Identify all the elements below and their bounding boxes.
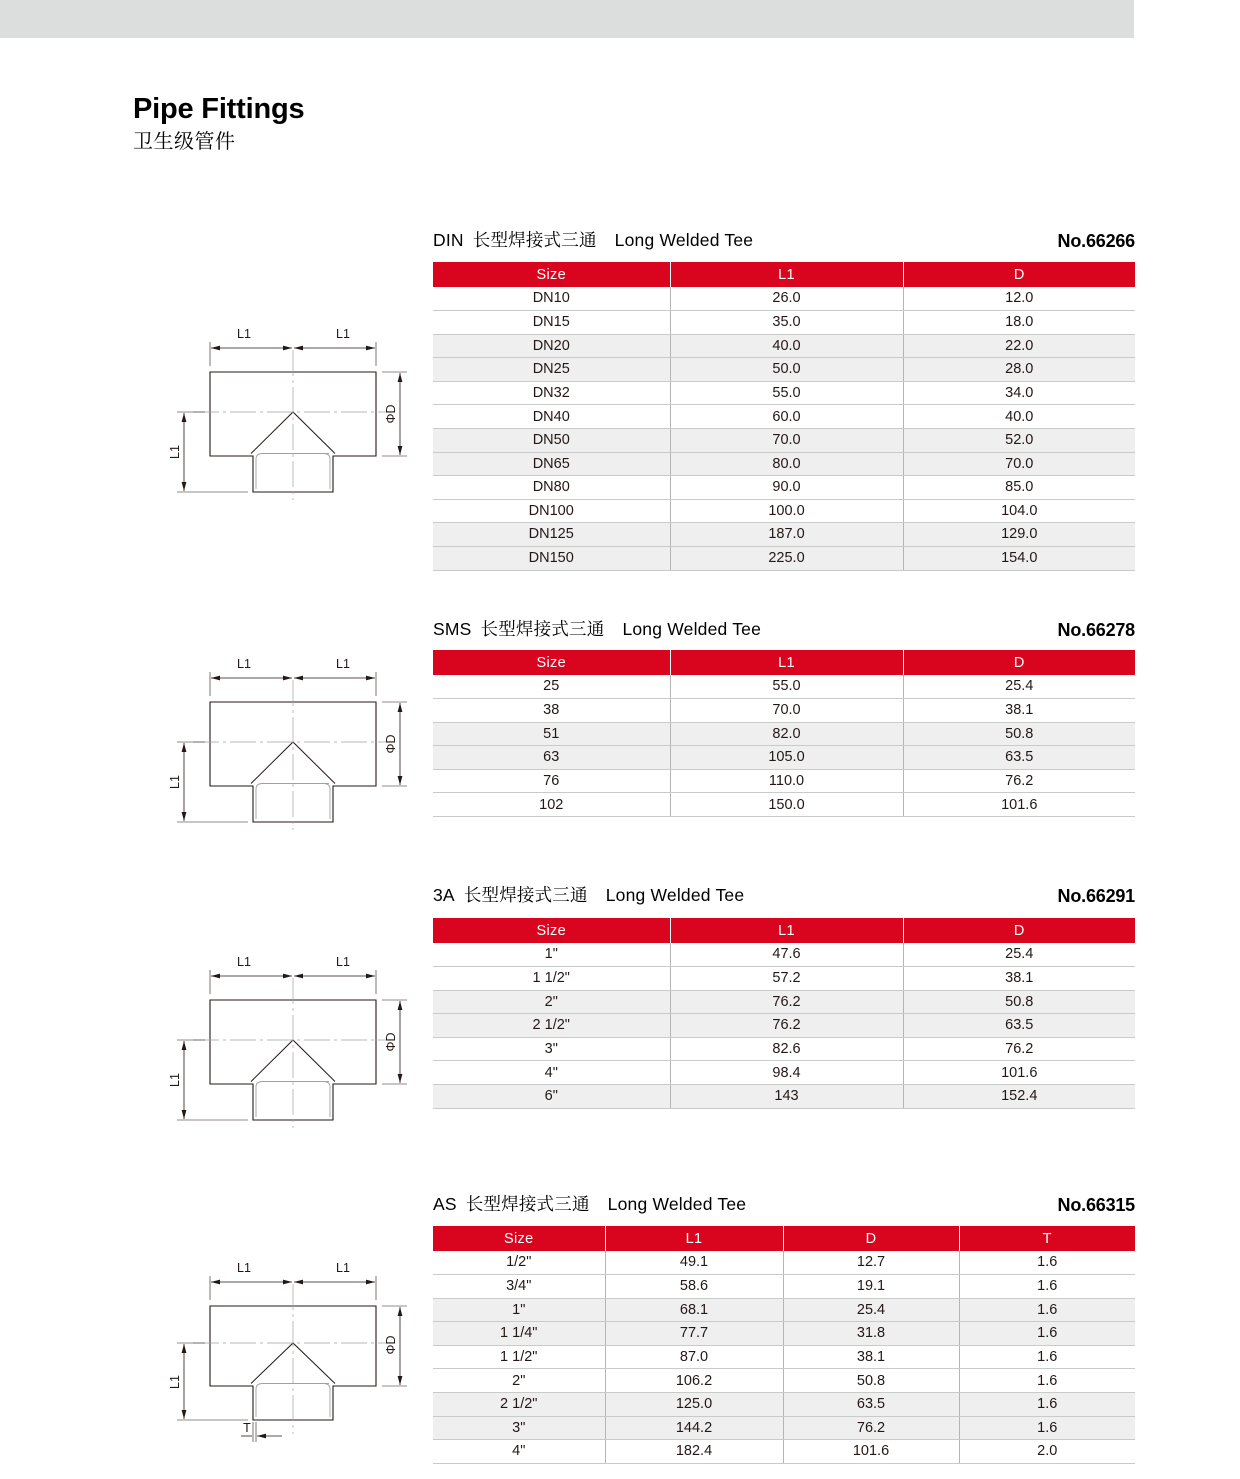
table-cell: 90.0 bbox=[670, 476, 903, 500]
table-cell: 22.0 bbox=[903, 334, 1135, 358]
table-cell: 1.6 bbox=[959, 1322, 1135, 1346]
table-cell: 76.2 bbox=[670, 1014, 903, 1038]
section-title-3a bbox=[433, 882, 744, 907]
table-cell: 76.2 bbox=[670, 990, 903, 1014]
table-cell: 101.6 bbox=[903, 1061, 1135, 1085]
tee-drawing-sms bbox=[155, 650, 417, 830]
table-cell: 51 bbox=[433, 722, 670, 746]
table-cell: 2" bbox=[433, 990, 670, 1014]
table-cell: 28.0 bbox=[903, 358, 1135, 382]
table-row bbox=[433, 675, 1135, 699]
section-title-cn-din: 长型焊接式三通 bbox=[472, 230, 597, 250]
table-cell: 3" bbox=[433, 1416, 605, 1440]
table-row bbox=[433, 287, 1135, 311]
table-cell: 57.2 bbox=[670, 967, 903, 991]
table-cell: 25.4 bbox=[903, 943, 1135, 967]
table-cell: 12.7 bbox=[783, 1251, 959, 1275]
table-cell: DN125 bbox=[433, 523, 670, 547]
table-cell: 2 1/2" bbox=[433, 1014, 670, 1038]
table-cell: 4" bbox=[433, 1440, 605, 1464]
table-cell: DN25 bbox=[433, 358, 670, 382]
table-cell: 38 bbox=[433, 699, 670, 723]
table-cell: 26.0 bbox=[670, 287, 903, 311]
table-cell: 63.5 bbox=[903, 1014, 1135, 1038]
table-cell: 144.2 bbox=[605, 1416, 783, 1440]
table-cell: DN15 bbox=[433, 311, 670, 335]
table-cell: 52.0 bbox=[903, 429, 1135, 453]
table-row bbox=[433, 1014, 1135, 1038]
page-title-en: Pipe Fittings bbox=[133, 93, 305, 125]
section-header-sms bbox=[433, 615, 1135, 641]
table-cell: 129.0 bbox=[903, 523, 1135, 547]
table-cell: 19.1 bbox=[783, 1275, 959, 1299]
table-cell: 2 1/2" bbox=[433, 1393, 605, 1417]
section-standard-din: DIN bbox=[433, 230, 464, 250]
table-body-3a bbox=[433, 943, 1135, 1108]
table-cell: 225.0 bbox=[670, 547, 903, 571]
table-cell: 105.0 bbox=[670, 746, 903, 770]
table-cell: 98.4 bbox=[670, 1061, 903, 1085]
table-cell: 187.0 bbox=[670, 523, 903, 547]
table-cell: 50.8 bbox=[903, 990, 1135, 1014]
table-cell: 101.6 bbox=[783, 1440, 959, 1464]
dim-label-l1-right: L1 bbox=[336, 955, 350, 969]
table-cell: 70.0 bbox=[670, 699, 903, 723]
table-row bbox=[433, 967, 1135, 991]
table-cell: 1.6 bbox=[959, 1251, 1135, 1275]
table-cell: DN20 bbox=[433, 334, 670, 358]
table-cell: 55.0 bbox=[670, 675, 903, 699]
dim-label-l1-left: L1 bbox=[237, 1261, 251, 1275]
table-cell: 55.0 bbox=[670, 381, 903, 405]
table-cell: 38.1 bbox=[783, 1345, 959, 1369]
table-row bbox=[433, 429, 1135, 453]
page-top-band bbox=[0, 0, 1134, 38]
dim-label-l1-right: L1 bbox=[336, 1261, 350, 1275]
section-title-en-sms: Long Welded Tee bbox=[622, 619, 762, 639]
table-row bbox=[433, 499, 1135, 523]
table-cell: 38.1 bbox=[903, 967, 1135, 991]
table-cell: 1" bbox=[433, 1298, 605, 1322]
column-header-l1: L1 bbox=[670, 918, 903, 943]
table-cell: 70.0 bbox=[903, 452, 1135, 476]
table-cell: 1 1/2" bbox=[433, 1345, 605, 1369]
section-header-as bbox=[433, 1190, 1135, 1216]
table-body-din bbox=[433, 287, 1135, 570]
tee-diagram-svg bbox=[155, 1258, 417, 1453]
table-cell: 4" bbox=[433, 1061, 670, 1085]
table-cell: DN32 bbox=[433, 381, 670, 405]
table-cell: 1.6 bbox=[959, 1369, 1135, 1393]
table-header-row bbox=[433, 650, 1135, 675]
dim-label-l1-vertical: L1 bbox=[168, 1375, 182, 1389]
table-row bbox=[433, 1345, 1135, 1369]
section-title-cn-3a: 长型焊接式三通 bbox=[463, 885, 588, 905]
section-standard-3a: 3A bbox=[433, 885, 455, 905]
table-cell: 1/2" bbox=[433, 1251, 605, 1275]
column-header-t: T bbox=[959, 1226, 1135, 1251]
table-cell: 50.8 bbox=[783, 1369, 959, 1393]
section-title-as bbox=[433, 1191, 746, 1216]
table-row bbox=[433, 1369, 1135, 1393]
table-cell: 150.0 bbox=[670, 793, 903, 817]
table-cell: 12.0 bbox=[903, 287, 1135, 311]
dim-label-phi-d: ΦD bbox=[384, 404, 398, 424]
table-row bbox=[433, 1416, 1135, 1440]
table-cell: 1 1/4" bbox=[433, 1322, 605, 1346]
table-row bbox=[433, 1322, 1135, 1346]
table-cell: 1 1/2" bbox=[433, 967, 670, 991]
table-cell: 63.5 bbox=[783, 1393, 959, 1417]
table-row bbox=[433, 358, 1135, 382]
dim-label-t: T bbox=[243, 1421, 251, 1435]
table-row bbox=[433, 311, 1135, 335]
column-header-size: Size bbox=[433, 1226, 605, 1251]
table-cell: 104.0 bbox=[903, 499, 1135, 523]
table-row bbox=[433, 943, 1135, 967]
dim-label-l1-right: L1 bbox=[336, 657, 350, 671]
column-header-l1: L1 bbox=[670, 650, 903, 675]
table-cell: 35.0 bbox=[670, 311, 903, 335]
table-cell: 63.5 bbox=[903, 746, 1135, 770]
table-cell: 47.6 bbox=[670, 943, 903, 967]
column-header-size: Size bbox=[433, 650, 670, 675]
table-cell: 60.0 bbox=[670, 405, 903, 429]
table-row bbox=[433, 1037, 1135, 1061]
table-row bbox=[433, 1275, 1135, 1299]
table-cell: 77.7 bbox=[605, 1322, 783, 1346]
table-cell: 2.0 bbox=[959, 1440, 1135, 1464]
table-cell: 25.4 bbox=[783, 1298, 959, 1322]
table-header-row bbox=[433, 1226, 1135, 1251]
dim-label-l1-right: L1 bbox=[336, 327, 350, 341]
tee-drawing-3a bbox=[155, 948, 417, 1128]
table-cell: 34.0 bbox=[903, 381, 1135, 405]
tee-diagram-svg bbox=[155, 650, 417, 830]
table-cell: 1.6 bbox=[959, 1416, 1135, 1440]
table-body-as bbox=[433, 1251, 1135, 1463]
spec-table-din bbox=[433, 262, 1135, 571]
spec-table-3a bbox=[433, 918, 1135, 1109]
table-cell: 76.2 bbox=[783, 1416, 959, 1440]
table-cell: 31.8 bbox=[783, 1322, 959, 1346]
table-cell: 76.2 bbox=[903, 769, 1135, 793]
table-cell: 70.0 bbox=[670, 429, 903, 453]
column-header-l1: L1 bbox=[670, 262, 903, 287]
dim-label-phi-d: ΦD bbox=[384, 734, 398, 754]
column-header-d: D bbox=[903, 650, 1135, 675]
spec-table-sms bbox=[433, 650, 1135, 817]
section-title-en-din: Long Welded Tee bbox=[614, 230, 754, 250]
table-cell: 85.0 bbox=[903, 476, 1135, 500]
section-title-cn-sms: 长型焊接式三通 bbox=[480, 619, 605, 639]
table-cell: 18.0 bbox=[903, 311, 1135, 335]
spec-table-as bbox=[433, 1226, 1135, 1464]
table-cell: 80.0 bbox=[670, 452, 903, 476]
table-cell: 87.0 bbox=[605, 1345, 783, 1369]
section-title-en-as: Long Welded Tee bbox=[607, 1194, 747, 1214]
table-row bbox=[433, 769, 1135, 793]
table-row bbox=[433, 547, 1135, 571]
section-header-din bbox=[433, 226, 1135, 252]
dim-label-phi-d: ΦD bbox=[384, 1032, 398, 1052]
tee-drawing-as bbox=[155, 1258, 417, 1453]
column-header-d: D bbox=[783, 1226, 959, 1251]
table-cell: 76 bbox=[433, 769, 670, 793]
table-cell: DN100 bbox=[433, 499, 670, 523]
table-cell: 106.2 bbox=[605, 1369, 783, 1393]
table-row bbox=[433, 1393, 1135, 1417]
table-cell: 154.0 bbox=[903, 547, 1135, 571]
column-header-d: D bbox=[903, 918, 1135, 943]
table-row bbox=[433, 405, 1135, 429]
dim-label-l1-left: L1 bbox=[237, 327, 251, 341]
table-cell: 25.4 bbox=[903, 675, 1135, 699]
dim-label-phi-d: ΦD bbox=[384, 1335, 398, 1355]
dim-label-l1-left: L1 bbox=[237, 657, 251, 671]
dim-label-l1-vertical: L1 bbox=[168, 445, 182, 459]
table-cell: 143 bbox=[670, 1085, 903, 1109]
table-cell: 49.1 bbox=[605, 1251, 783, 1275]
tee-diagram-svg bbox=[155, 948, 417, 1128]
table-row bbox=[433, 990, 1135, 1014]
table-row bbox=[433, 476, 1135, 500]
table-row bbox=[433, 1298, 1135, 1322]
table-cell: 125.0 bbox=[605, 1393, 783, 1417]
table-cell: 100.0 bbox=[670, 499, 903, 523]
table-cell: 25 bbox=[433, 675, 670, 699]
section-number-as: No.66315 bbox=[1057, 1195, 1135, 1215]
table-cell: DN150 bbox=[433, 547, 670, 571]
column-header-size: Size bbox=[433, 262, 670, 287]
table-row bbox=[433, 699, 1135, 723]
table-cell: 82.0 bbox=[670, 722, 903, 746]
section-standard-as: AS bbox=[433, 1194, 457, 1214]
table-row bbox=[433, 523, 1135, 547]
table-row bbox=[433, 452, 1135, 476]
table-cell: 1.6 bbox=[959, 1393, 1135, 1417]
table-body-sms bbox=[433, 675, 1135, 817]
table-cell: 76.2 bbox=[903, 1037, 1135, 1061]
table-header-row bbox=[433, 262, 1135, 287]
table-cell: 68.1 bbox=[605, 1298, 783, 1322]
table-cell: 1" bbox=[433, 943, 670, 967]
table-row bbox=[433, 1061, 1135, 1085]
table-cell: 2" bbox=[433, 1369, 605, 1393]
column-header-size: Size bbox=[433, 918, 670, 943]
table-cell: 101.6 bbox=[903, 793, 1135, 817]
table-cell: 182.4 bbox=[605, 1440, 783, 1464]
table-cell: DN10 bbox=[433, 287, 670, 311]
table-row bbox=[433, 1085, 1135, 1109]
table-row bbox=[433, 746, 1135, 770]
tee-drawing-din bbox=[155, 320, 417, 500]
column-header-d: D bbox=[903, 262, 1135, 287]
table-cell: 1.6 bbox=[959, 1298, 1135, 1322]
section-title-din bbox=[433, 227, 753, 252]
section-number-3a: No.66291 bbox=[1057, 886, 1135, 906]
table-cell: DN40 bbox=[433, 405, 670, 429]
table-cell: 50.0 bbox=[670, 358, 903, 382]
table-row bbox=[433, 793, 1135, 817]
table-cell: 40.0 bbox=[903, 405, 1135, 429]
section-number-sms: No.66278 bbox=[1057, 620, 1135, 640]
table-cell: 63 bbox=[433, 746, 670, 770]
section-standard-sms: SMS bbox=[433, 619, 472, 639]
page-title-cn: 卫生级管件 bbox=[133, 131, 236, 154]
section-title-en-3a: Long Welded Tee bbox=[605, 885, 745, 905]
table-cell: 6" bbox=[433, 1085, 670, 1109]
table-cell: 1.6 bbox=[959, 1345, 1135, 1369]
table-row bbox=[433, 722, 1135, 746]
table-cell: 50.8 bbox=[903, 722, 1135, 746]
table-header-row bbox=[433, 918, 1135, 943]
table-cell: 58.6 bbox=[605, 1275, 783, 1299]
table-row bbox=[433, 381, 1135, 405]
column-header-l1: L1 bbox=[605, 1226, 783, 1251]
dim-label-l1-left: L1 bbox=[237, 955, 251, 969]
tee-diagram-svg bbox=[155, 320, 417, 500]
section-title-cn-as: 长型焊接式三通 bbox=[465, 1194, 590, 1214]
table-row bbox=[433, 1440, 1135, 1464]
dim-label-l1-vertical: L1 bbox=[168, 1073, 182, 1087]
page-title bbox=[133, 93, 304, 155]
table-cell: 1.6 bbox=[959, 1275, 1135, 1299]
table-cell: 40.0 bbox=[670, 334, 903, 358]
section-title-sms bbox=[433, 616, 761, 641]
section-header-3a bbox=[433, 881, 1135, 907]
table-row bbox=[433, 1251, 1135, 1275]
dim-label-l1-vertical: L1 bbox=[168, 775, 182, 789]
section-number-din: No.66266 bbox=[1057, 231, 1135, 251]
table-cell: 82.6 bbox=[670, 1037, 903, 1061]
table-cell: 3/4" bbox=[433, 1275, 605, 1299]
table-cell: 38.1 bbox=[903, 699, 1135, 723]
table-cell: DN65 bbox=[433, 452, 670, 476]
table-cell: DN50 bbox=[433, 429, 670, 453]
table-cell: 3" bbox=[433, 1037, 670, 1061]
table-cell: 152.4 bbox=[903, 1085, 1135, 1109]
table-cell: DN80 bbox=[433, 476, 670, 500]
table-cell: 102 bbox=[433, 793, 670, 817]
table-cell: 110.0 bbox=[670, 769, 903, 793]
table-row bbox=[433, 334, 1135, 358]
